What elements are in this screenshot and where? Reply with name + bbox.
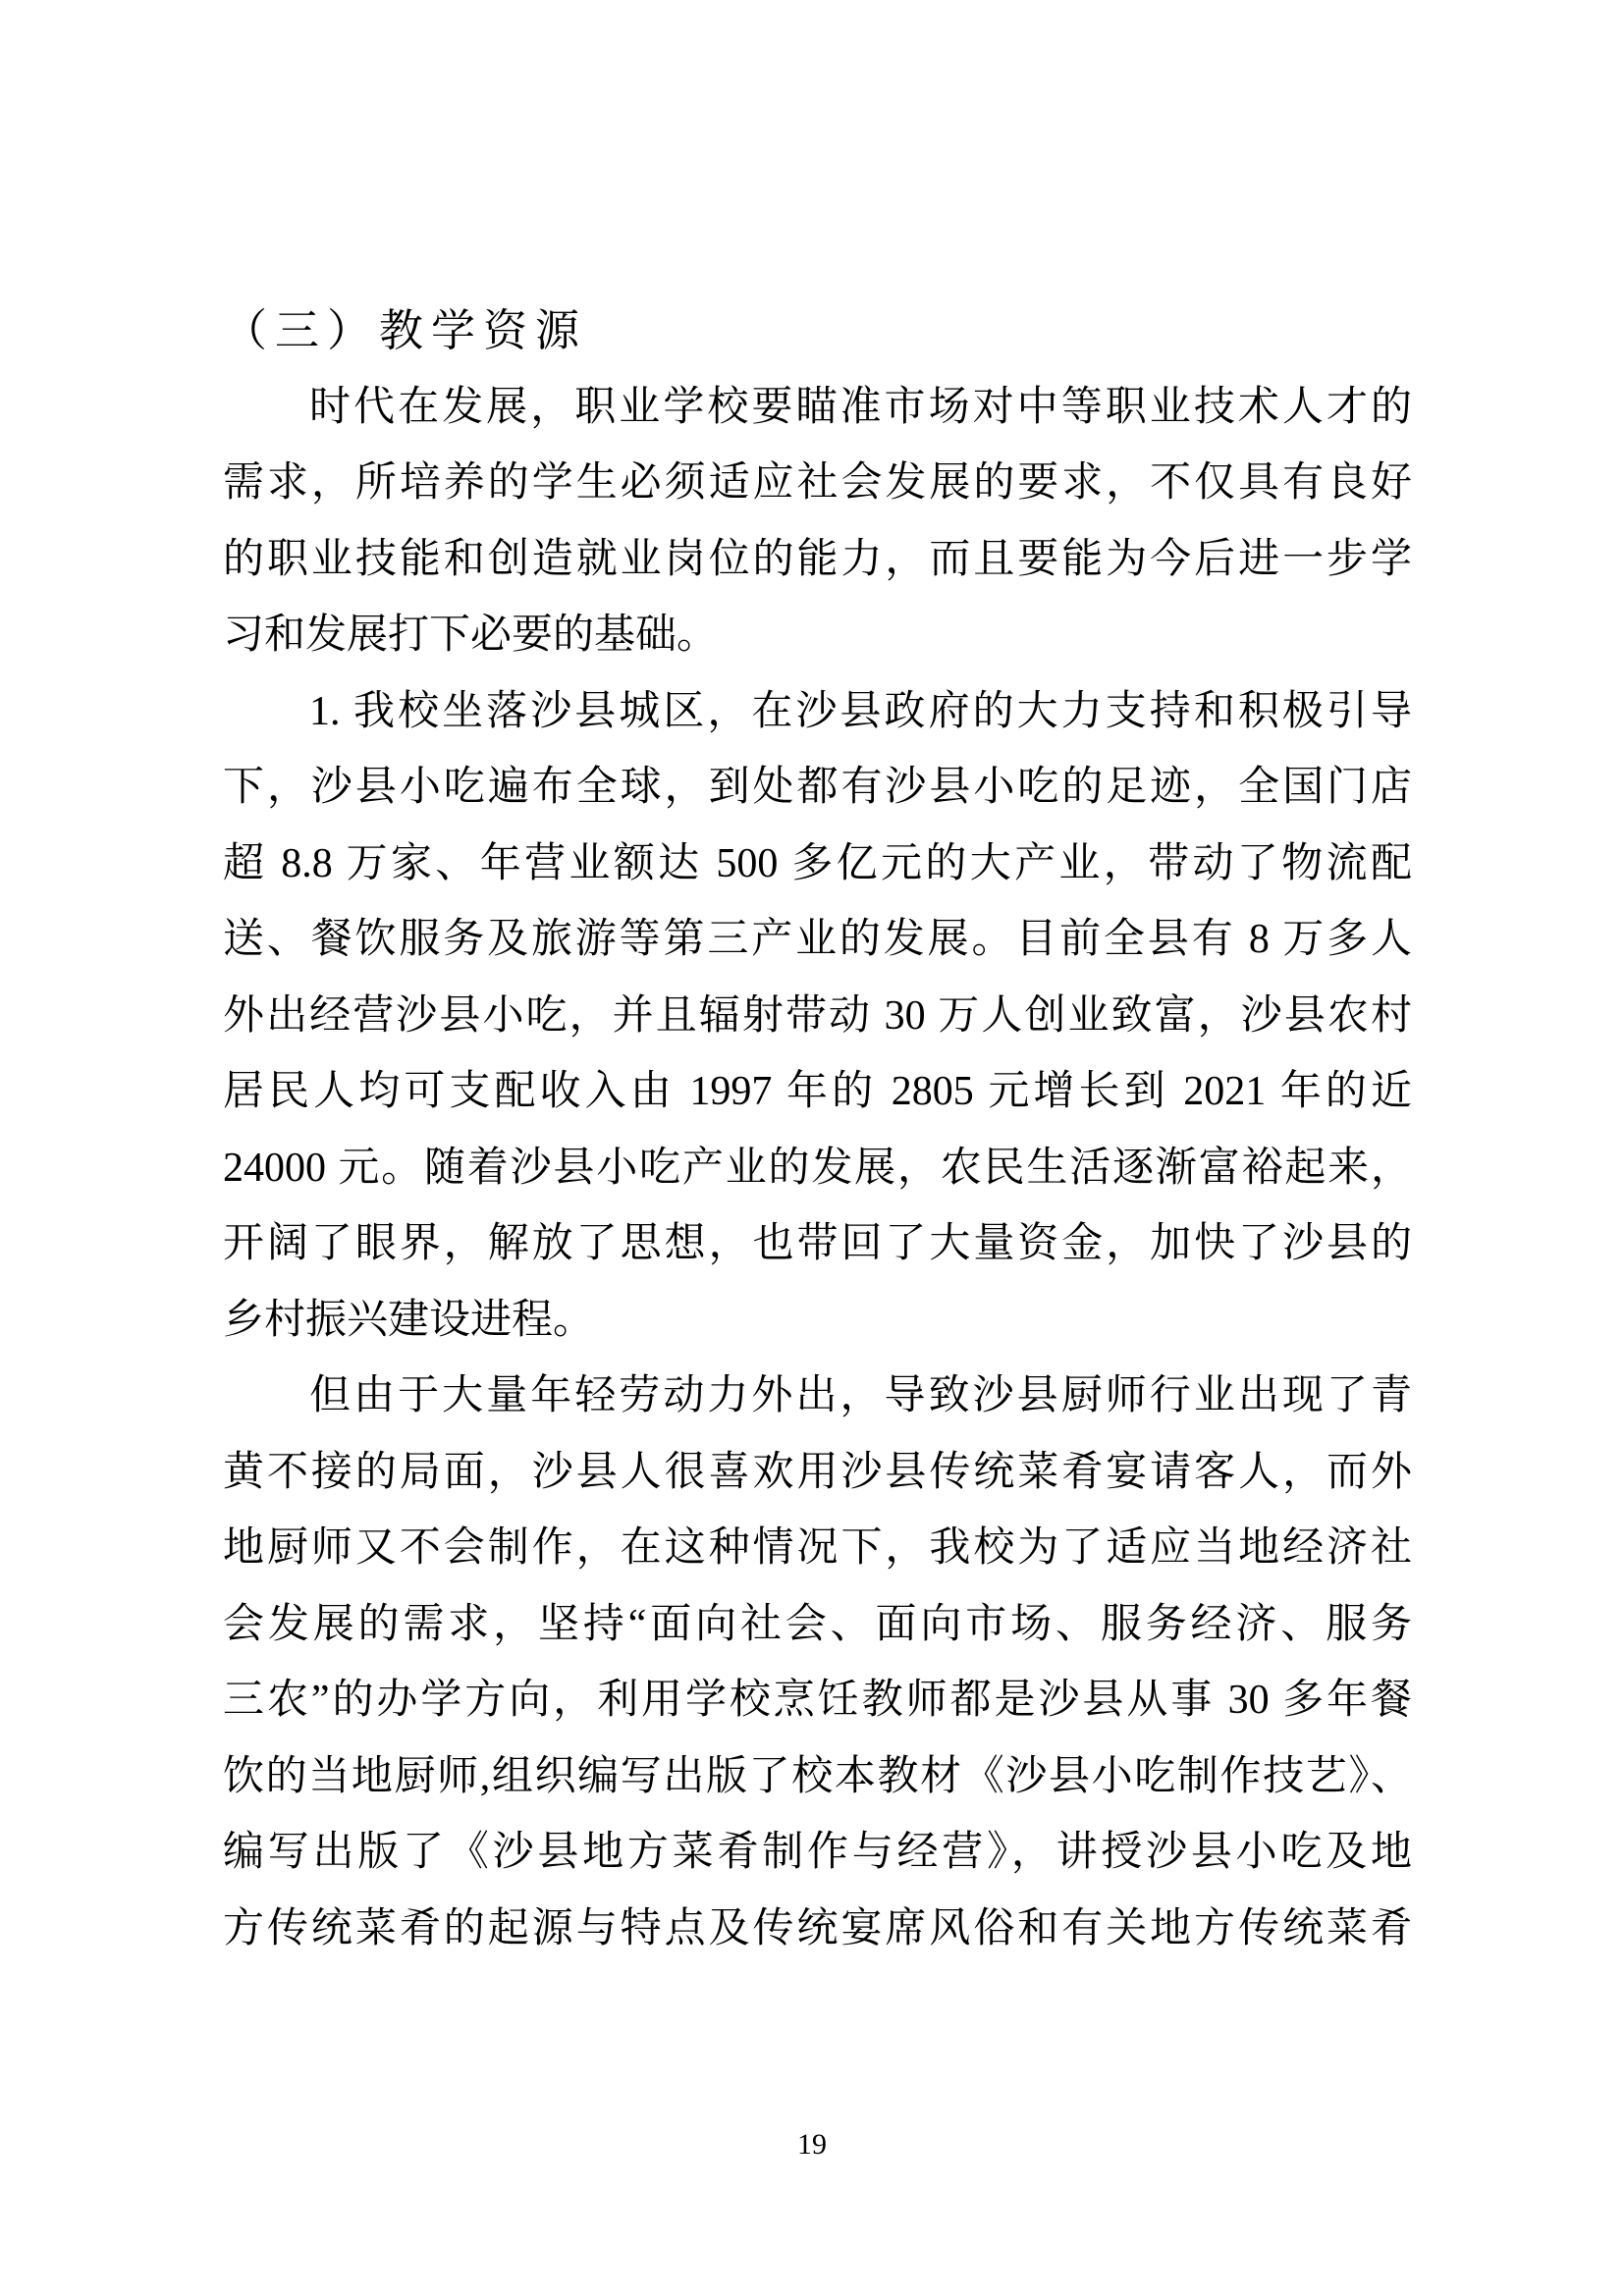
body-line: 开阔了眼界，解放了思想，也带回了大量资金，加快了沙县的 — [223, 1221, 1412, 1266]
body-line: 会发展的需求，坚持“面向社会、面向市场、服务经济、服务 — [223, 1601, 1412, 1647]
body-line: 超 8.8 万家、年营业额达 500 多亿元的大产业，带动了物流配 — [223, 840, 1412, 886]
paragraph-1 — [223, 370, 1412, 674]
page-body — [223, 294, 1412, 1967]
body-line: 时代在发展，职业学校要瞄准市场对中等职业技术人才的 — [309, 384, 1412, 430]
section-heading: （三）教学资源 — [223, 306, 588, 355]
body-line: 居民人均可支配收入由 1997 年的 2805 元增长到 2021 年的近 — [223, 1069, 1412, 1114]
page-number: 19 — [797, 2128, 827, 2161]
body-line: 1. 我校坐落沙县城区，在沙县政府的大力支持和积极引导 — [309, 688, 1412, 734]
body-line: 黄不接的局面，沙县人很喜欢用沙县传统菜肴宴请客人，而外 — [223, 1449, 1412, 1495]
paragraph-3 — [223, 1359, 1412, 1967]
body-line: 外出经营沙县小吃，并且辐射带动 30 万人创业致富，沙县农村 — [223, 992, 1412, 1039]
body-line: 但由于大量年轻劳动力外出，导致沙县厨师行业出现了青 — [309, 1373, 1412, 1418]
body-line: 方传统菜肴的起源与特点及传统宴席风俗和有关地方传统菜肴 — [223, 1905, 1412, 1951]
body-line: 习和发展打下必要的基础。 — [223, 613, 719, 658]
body-line: 下，沙县小吃遍布全球，到处都有沙县小吃的足迹，全国门店 — [223, 765, 1412, 810]
body-line: 地厨师又不会制作，在这种情况下，我校为了适应当地经济社 — [223, 1525, 1412, 1571]
body-line: 需求，所培养的学生必须适应社会发展的要求，不仅具有良好 — [223, 460, 1412, 506]
body-line: 乡村振兴建设进程。 — [223, 1297, 595, 1343]
body-line: 24000 元。随着沙县小吃产业的发展，农民生活逐渐富裕起来， — [223, 1145, 1412, 1191]
body-line: 饮的当地厨师,组织编写出版了校本教材《沙县小吃制作技艺》、 — [223, 1753, 1412, 1799]
body-line: 三农”的办学方向，利用学校烹饪教师都是沙县从事 30 多年餐 — [223, 1678, 1412, 1723]
body-line: 送、餐饮服务及旅游等第三产业的发展。目前全县有 8 万多人 — [223, 917, 1412, 962]
body-line: 的职业技能和创造就业岗位的能力，而且要能为今后进一步学 — [223, 536, 1412, 582]
body-line: 编写出版了《沙县地方菜肴制作与经营》，讲授沙县小吃及地 — [223, 1830, 1412, 1875]
paragraph-2 — [223, 674, 1412, 1360]
